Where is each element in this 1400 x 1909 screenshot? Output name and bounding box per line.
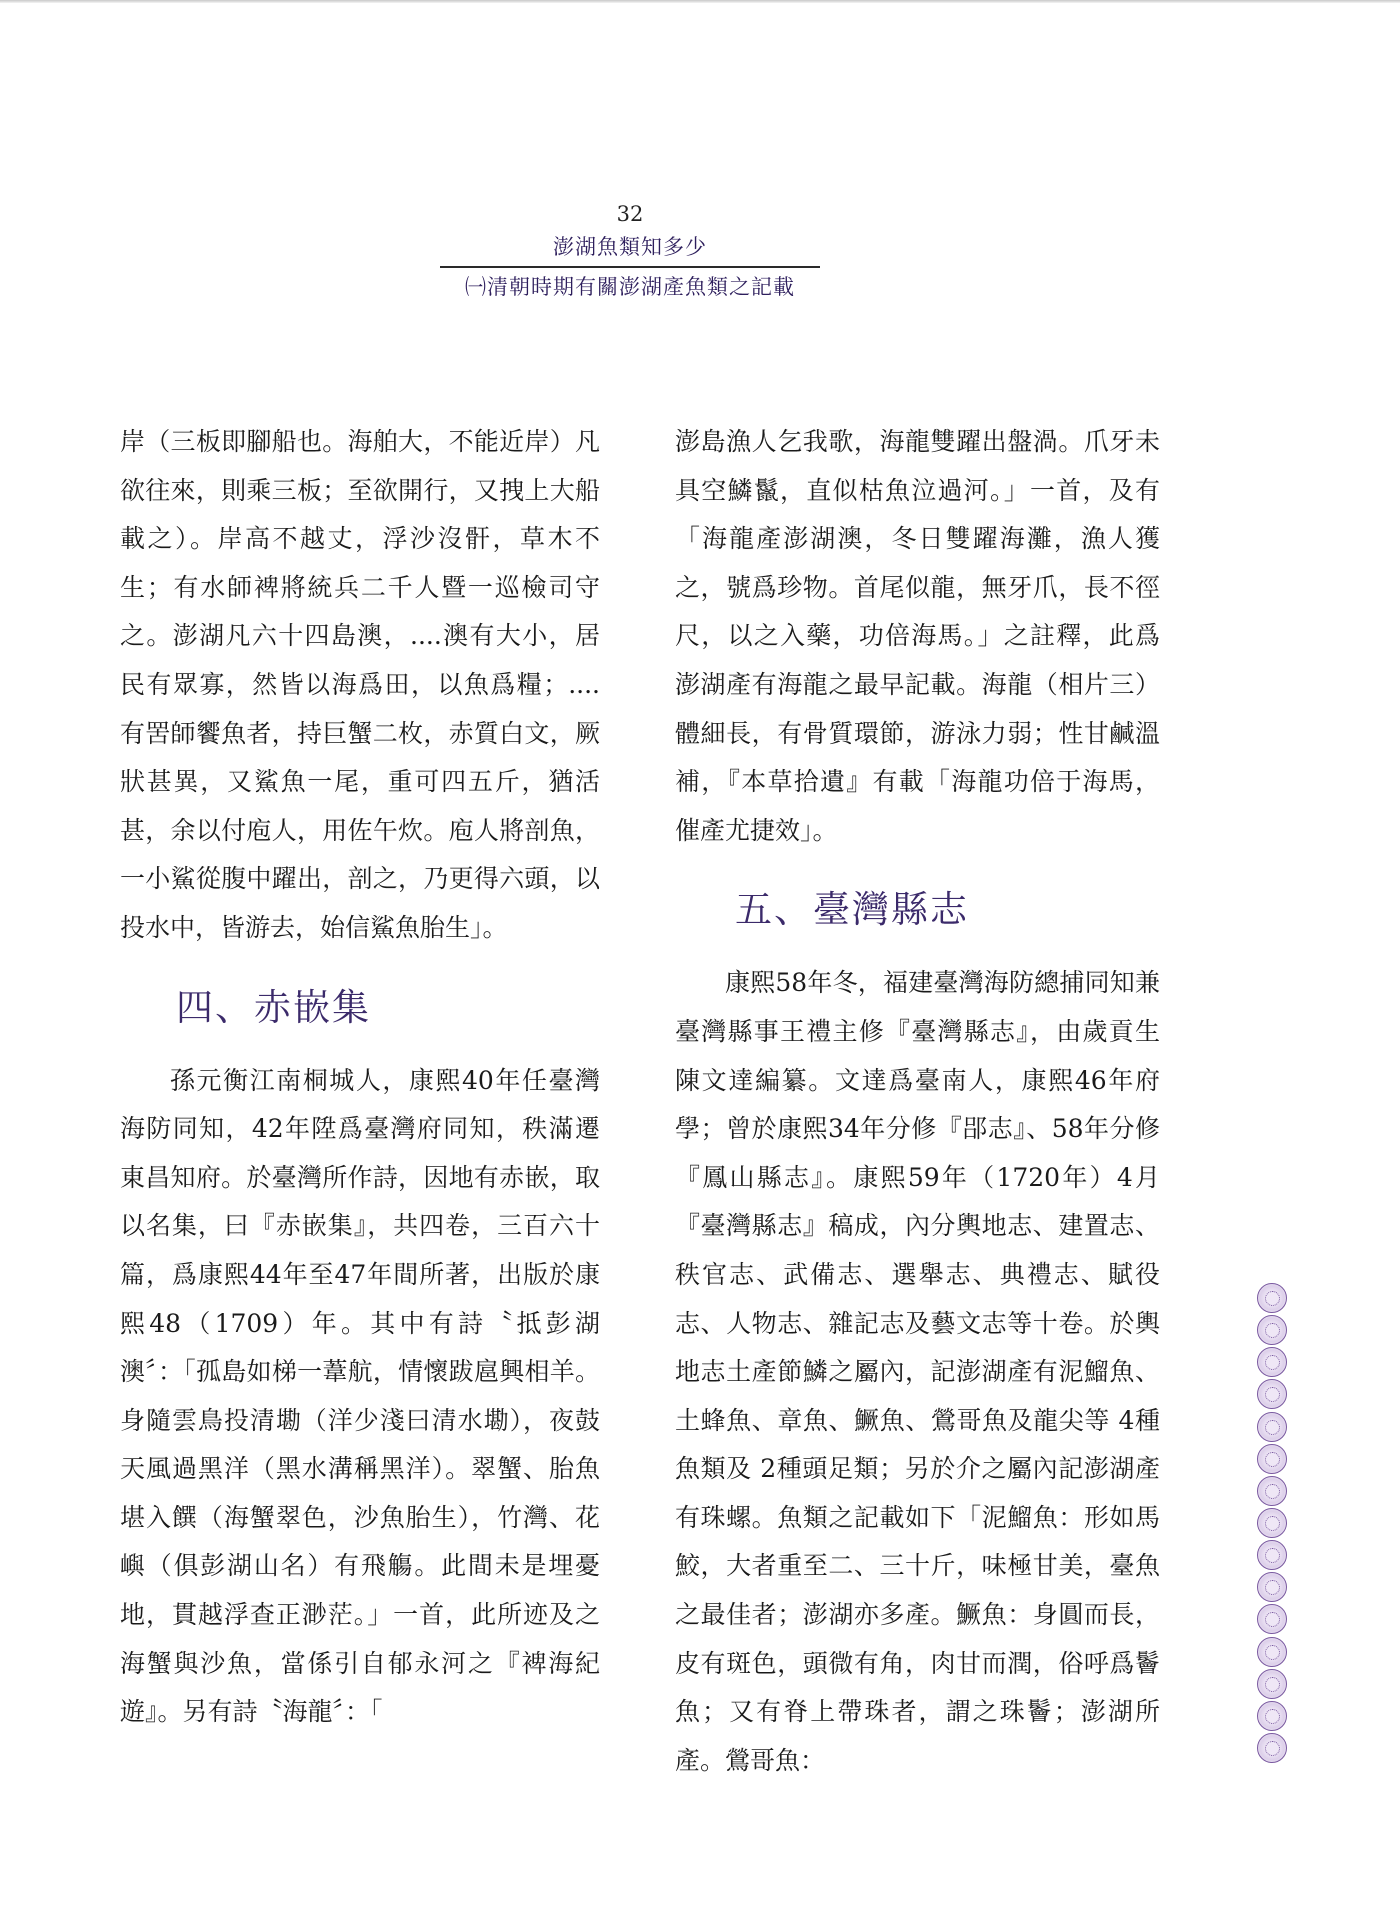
left-paragraph-continued: 岸（三板即腳船也。海舶大，不能近岸）凡欲往來，則乘三板；至欲開行，又拽上大船載之）。岸高不越丈，浮沙沒骭，草木不生；有水師裨將統兵二千人暨一巡檢司守之。澎湖凡六十四島澳，....澳有大小，居民有眾寡，然皆以海爲田，以魚爲糧；....有罟師饗魚者，持巨蟹二枚，赤質白文，厥狀甚異，又鯊魚一尾，重可四五斤，猶活甚，余以付庖人，用佐午炊。庖人將剖魚，一小鯊從腹中躍出，剖之，乃更得六頭，以投水中，皆游去，始信鯊魚胎生」。 <box>120 427 600 942</box>
right-paragraph-taiwan-county: 康熙58年冬，福建臺灣海防總捕同知兼臺灣縣事王禮主修『臺灣縣志』，由歲貢生陳文達編纂。文達爲臺南人，康熙46年府學；曾於康熙34年分修『郘志』、58年分修『鳳山縣志』。康熙59年（1720年）4月『臺灣縣志』稿成，內分輿地志、建置志、秩官志、武備志、選舉志、典禮志、賦役志、人物志、雜記志及藝文志等十卷。於輿地志土產節鱗之屬內，記澎湖產有泥鰡魚、土蜂魚、章魚、鱖魚、鶯哥魚及龍尖等 4種魚類及 2種頭足類；另於介之屬內記澎湖產有珠螺。魚類之記載如下「泥鰡魚：形如馬鮫，大者重至二、三十斤，味極甘美，臺魚之最佳者；澎湖亦多產。鱖魚：身圓而長，皮有斑色，頭微有角，肉甘而潤，俗呼爲鬠魚；又有脊上帶珠者，謂之珠鬠；澎湖所產。鶯哥魚： <box>675 968 1160 1775</box>
seal-icon <box>1257 1379 1287 1409</box>
seal-icon <box>1257 1637 1287 1667</box>
seal-icon <box>1257 1572 1287 1602</box>
left-paragraph-chiqianji: 孫元衡江南桐城人，康熙40年任臺灣海防同知，42年陞爲臺灣府同知，秩滿遷東昌知府。於臺灣所作詩，因地有赤嵌，取以名集，曰『赤嵌集』，共四卷，三百六十篇，爲康熙44年至47年間所著，出版於康熙48（1709）年。其中有詩〝抵彭湖澳〞：「孤島如梯一葦航，情懷跋扈興相羊。身隨雲鳥投清墈（洋少淺曰清水墈），夜鼓天風過黑洋（黑水溝稱黑洋）。翠蟹、胎魚堪入饌（海蟹翠色，沙魚胎生），竹灣、花嶼（俱彭湖山名）有飛觴。此間未是埋憂地，貫越浮查正渺茫。」一首，此所迹及之海蟹與沙魚，當係引自郁永河之『裨海紀遊』。另有詩〝海龍〞：「 <box>120 1065 600 1727</box>
seal-icon <box>1257 1701 1287 1731</box>
seal-icon <box>1257 1669 1287 1699</box>
right-paragraph-continued: 澎島漁人乞我歌，海龍雙躍出盤渦。爪牙未具空鱗鬣，直似枯魚泣過河。」一首，及有「海龍產澎湖澳，冬日雙躍海灘，漁人獲之，號爲珍物。首尾似龍，無牙爪，長不徑尺，以之入藥，功倍海馬。」之註釋，此爲澎湖產有海龍之最早記載。海龍（相片三）體細長，有骨質環節，游泳力弱；性甘鹹溫補，『本草拾遺』有載「海龍功倍于海馬，催產尤捷效」。 <box>675 427 1160 845</box>
page-number: 32 <box>616 202 644 226</box>
seal-icon <box>1257 1283 1287 1313</box>
seal-icon <box>1257 1347 1287 1377</box>
decorative-seal-strip <box>1257 1283 1287 1763</box>
seal-icon <box>1257 1476 1287 1506</box>
seal-icon <box>1257 1508 1287 1538</box>
seal-icon <box>1257 1412 1287 1442</box>
running-title: 澎湖魚類知多少 <box>553 235 707 259</box>
page-header <box>440 200 820 304</box>
section-label: ㈠清朝時期有關澎湖產魚類之記載 <box>465 275 795 299</box>
seal-icon <box>1257 1540 1287 1570</box>
seal-icon <box>1257 1444 1287 1474</box>
left-column <box>120 418 600 1737</box>
section-heading-5: 五、臺灣縣志 <box>735 888 969 932</box>
right-column <box>675 418 1160 1785</box>
seal-icon <box>1257 1733 1287 1763</box>
scan-top-edge <box>0 0 1400 3</box>
seal-icon <box>1257 1315 1287 1345</box>
header-rule <box>440 266 820 268</box>
section-heading-4: 四、赤嵌集 <box>176 985 371 1029</box>
seal-icon <box>1257 1604 1287 1634</box>
